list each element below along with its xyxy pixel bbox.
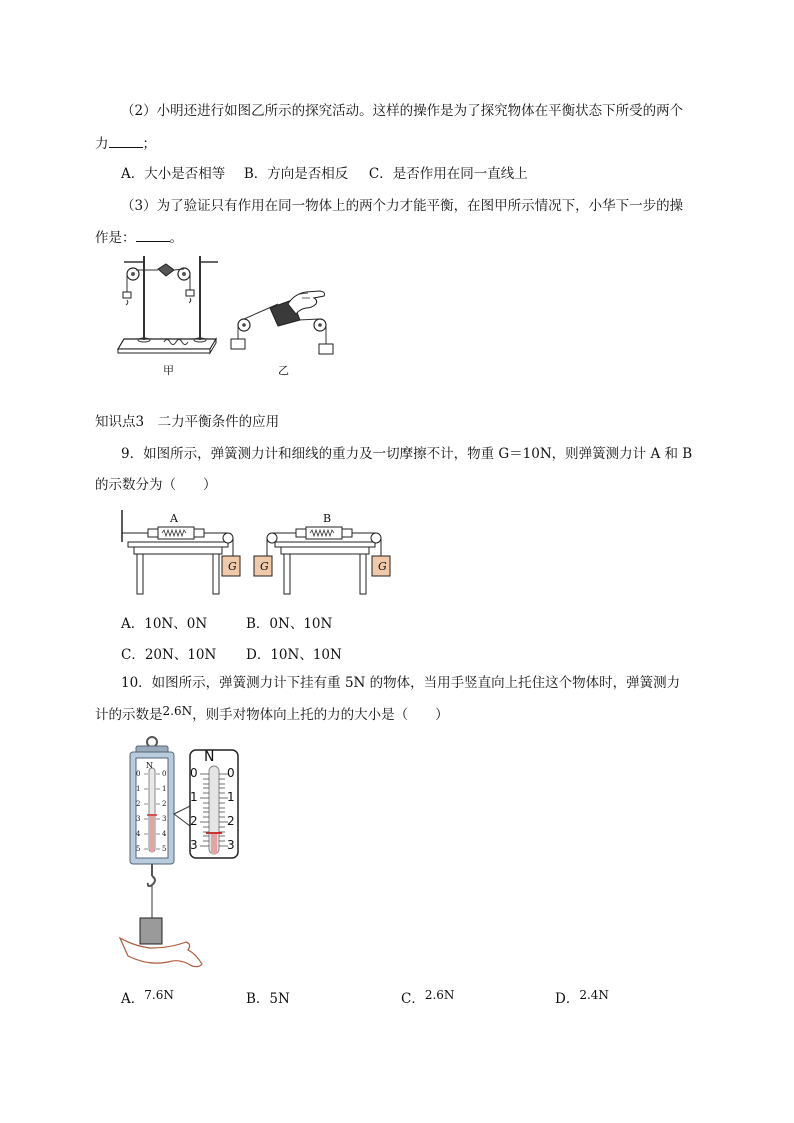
small-tick-5: 5 [136, 845, 141, 853]
q9-option-b: B．0N、10N [246, 616, 333, 632]
q10-line1: 10．如图所示，弹簧测力计下挂有重 5N 的物体，当用手竖直向上托住这个物体时，弹簧测力 [121, 675, 681, 691]
weight-label: G [228, 560, 237, 573]
q10-option-a [121, 987, 174, 1007]
q8-part3-line2 [95, 228, 183, 247]
figure-jia-caption: 甲 [163, 364, 174, 377]
small-tick-0: 0 [136, 770, 141, 778]
q9-option-c: C．20N、10N [121, 647, 217, 663]
big-tick-0: 0 [190, 766, 198, 780]
spring-scale-b-label: B [323, 512, 332, 525]
answer-blank[interactable] [109, 134, 143, 148]
q10-option-c-value: 2.6N [424, 988, 455, 1002]
q8-option-b: B．方向是否相反 [243, 166, 349, 182]
q10-option-c-letter: C． [401, 991, 425, 1007]
answer-blank[interactable] [136, 228, 170, 242]
q10-option-a-value: 7.6N [144, 988, 174, 1002]
section-heading: 知识点3 二力平衡条件的应用 [95, 414, 280, 430]
small-tick-5-right: 5 [162, 845, 167, 853]
q9-option-a: A．10N、0N [121, 616, 208, 632]
q9-line1: 9．如图所示，弹簧测力计和细线的重力及一切摩擦不计，物重 G＝10N，则弹簧测力计 A 和 B [121, 446, 693, 462]
big-tick-0-right: 0 [227, 766, 235, 780]
big-tick-1: 1 [190, 790, 198, 804]
small-tick-3: 3 [136, 815, 141, 823]
q8-part3-text-b: 。 [169, 230, 183, 246]
big-tick-1-right: 1 [227, 790, 235, 804]
q8-part3-line1: （3）为了验证只有作用在同一物体上的两个力才能平衡，在图甲所示情况下，小华下一步的操 [121, 198, 684, 214]
q10-option-c [401, 987, 454, 1007]
q10-text-a: 计的示数是 [95, 707, 163, 723]
small-tick-0-right: 0 [162, 770, 167, 778]
q10-reading-value: 2.6N [162, 704, 193, 718]
figure-yi-caption: 乙 [278, 364, 289, 377]
q9-option-d: D．10N、10N [246, 647, 342, 663]
spring-scale-a-label: A [170, 512, 178, 525]
q10-text-b: ，则手对物体向上托的力的大小是（ ） [192, 707, 449, 723]
small-tick-2-right: 2 [162, 800, 167, 808]
q10-option-b [246, 987, 290, 1007]
q8-part2-text-b: ； [142, 136, 156, 152]
q9-line2: 的示数分为（ ） [95, 477, 217, 493]
q8-option-c: C．是否作用在同一直线上 [368, 166, 528, 182]
small-tick-4: 4 [136, 830, 141, 838]
figure-yi-apparatus [228, 290, 338, 356]
big-tick-3: 3 [190, 838, 198, 852]
figure-jia-apparatus [118, 252, 223, 362]
q10-line2 [95, 706, 449, 724]
q8-part2-text-a: 力 [95, 136, 109, 152]
q10-option-b-letter: B． [246, 991, 270, 1007]
q10-option-b-value: 5N [269, 991, 290, 1007]
weight-label: G [260, 560, 269, 573]
big-tick-2: 2 [190, 814, 198, 828]
q8-part3-text-a: 作是： [95, 230, 136, 246]
q8-options [121, 165, 528, 183]
weight-label: G [378, 560, 387, 573]
q8-option-a: A．大小是否相等 [121, 166, 226, 182]
small-tick-1-right: 1 [162, 785, 167, 793]
small-tick-4-right: 4 [162, 830, 167, 838]
small-scale-unit: N [146, 761, 153, 770]
small-tick-2: 2 [136, 800, 141, 808]
big-tick-2-right: 2 [227, 814, 235, 828]
q8-part2-line1: （2）小明还进行如图乙所示的探究活动。这样的操作是为了探究物体在平衡状态下所受的两个 [121, 103, 684, 119]
small-tick-1: 1 [136, 785, 141, 793]
big-scale-unit: N [204, 749, 215, 765]
q10-option-d-letter: D． [555, 991, 580, 1007]
q9-figure [120, 506, 400, 598]
q8-part2-line2 [95, 134, 156, 153]
big-tick-3-right: 3 [227, 838, 235, 852]
q10-option-a-letter: A． [121, 991, 145, 1007]
q10-option-d-value: 2.4N [579, 988, 609, 1002]
small-tick-3-right: 3 [162, 815, 167, 823]
q10-option-d [555, 987, 609, 1007]
